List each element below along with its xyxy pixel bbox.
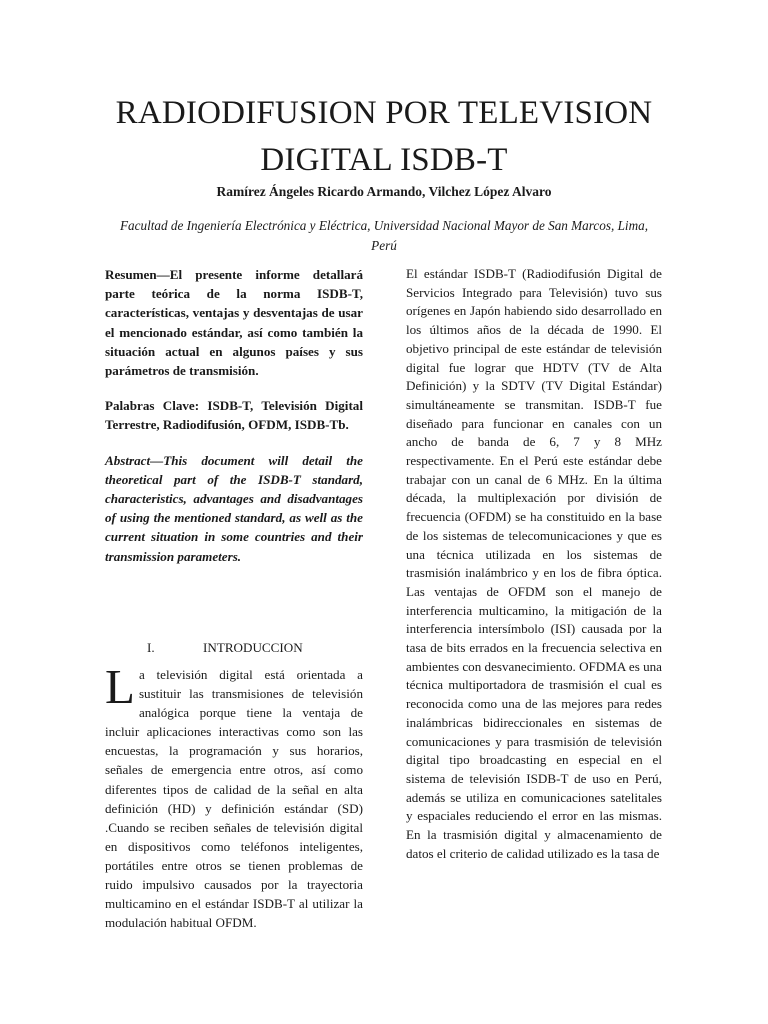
right-column-text: El estándar ISDB-T (Radiodifusión Digital de Servicios Integrado para Televisión) tuvo sus orígenes en Japón habiendo sido desarrollado en los últimos años de la década de 1990. El objetivo principal de este estándar de televisión digital fue lograr que HDTV (TV de Alta Definición) y la SDTV (TV Digital Estándar) simultáneamente se transmitan. ISDB-T fue diseñado para funcionar en canales con un ancho de banda de 6, 7 y 8 MHz respectivamente. En el Perú este estándar debe trabajar con un canal de 6 MHz. En la última década, la multiplexación por división de frecuencia (OFDM) se ha constituido en la base de los sistemas de telecomunicaciones y que es una técnica utilizada en los sistemas de trasmisión inalámbrico y en los de fibra óptica. Las ventajas de OFDM son el manejo de interferencia multicamino, la mitigación de la interferencia intersímbolo (ISI) causada por la tasa de bits errados en la frecuencia selectiva en ambientes con desvanecimiento. OFDMA es una técnica multiportadora de trasmisión el cual es reconocida como una de las mejores para redes inalámbricas bidireccionales en sistemas de comunicaciones y para trasmisión de televisión digital tipo broadcasting en especial en el sistema de televisión ISDB-T de uso en Perú, además se utiliza en comunicaciones satelitales y espaciales reduciendo el error en las mismas. En la trasmisión digital y almacenamiento de datos el criterio de calidad utilizado es la tasa de [406, 266, 662, 861]
section-title: INTRODUCCION [203, 640, 303, 655]
section-number: I. [147, 640, 155, 655]
paper-title: RADIODIFUSION POR TELEVISION DIGITAL ISDB-T [115, 95, 653, 178]
keywords: Palabras Clave: ISDB-T, Televisión Digital Terrestre, Radiodifusión, OFDM, ISDB-Tb. [105, 398, 363, 433]
introduction-text: a televisión digital está orientada a sustituir las transmisiones de televisión analógica porque tiene la ventaja de incluir aplicaciones interactivas como son las encuestas, la programación y sus horarios, señales de emergencia entre otros, así como diferentes tipos de calidad de la señal en alta definición (HD) y definición estándar (SD) .Cuando se reciben señales de televisión digital en dispositivos como teléfonos inteligentes, portátiles entre otros se tienen problemas de ruido impulsivo causados por la trayectoria multicamino en el estándar ISDB-T al utilizar la modulación habitual OFDM. [105, 667, 363, 931]
drop-cap: L [105, 659, 135, 714]
left-column [105, 265, 363, 931]
paper-authors: Ramírez Ángeles Ricardo Armando, Vilchez López Alvaro [216, 184, 552, 199]
right-column [406, 265, 662, 864]
abstract-english: Abstract—This document will detail the theoretical part of the ISDB-T standard, characteristics, advantages and disadvantages of using the mentioned standard, as well as the current situation in some countries and their transmission parameters. [105, 452, 363, 564]
introduction-paragraph [105, 659, 363, 932]
abstract-spanish: Resumen—El presente informe detallará parte teórica de la norma ISDB-T, características, ventajas y desventajas de usar el mencionado estándar, así como también la situación actual en algunos países y sus parámetros de transmisión. [105, 267, 363, 379]
section-heading [105, 640, 363, 658]
paper-affiliation: Facultad de Ingeniería Electrónica y Eléctrica, Universidad Nacional Mayor de San Marcos, Lima, Perú [119, 218, 648, 253]
